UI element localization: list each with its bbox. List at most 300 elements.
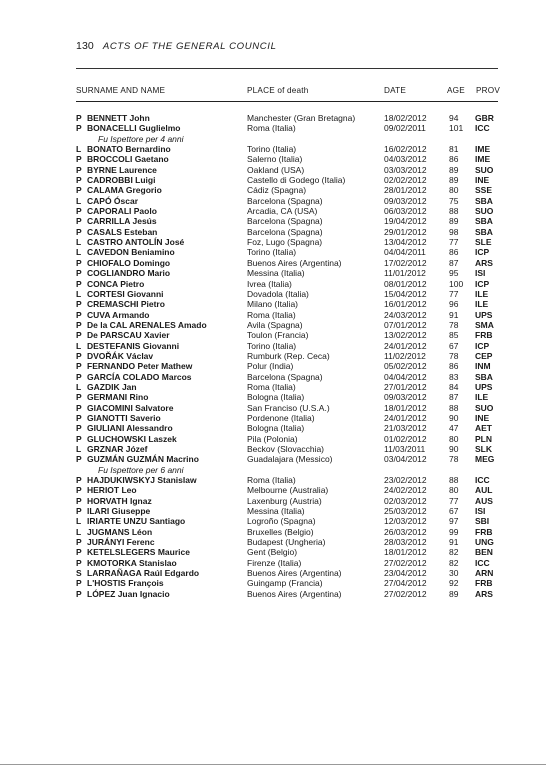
province-code: AET: [475, 423, 492, 434]
role-letter: P: [76, 495, 82, 506]
table-row: [0, 237, 546, 247]
table-row: [0, 361, 546, 371]
province-code: CEP: [475, 350, 493, 361]
role-letter: P: [76, 475, 82, 486]
place-of-death: Roma (Italia): [247, 123, 296, 134]
province-code: UPS: [475, 309, 493, 320]
date-of-death: 23/02/2012: [384, 475, 427, 486]
table-row: [0, 392, 546, 402]
date-of-death: 24/01/2012: [384, 340, 427, 351]
age: 89: [449, 175, 459, 186]
place-of-death: Torino (Italia): [247, 144, 297, 155]
date-of-death: 19/04/2012: [384, 216, 427, 227]
date-of-death: 27/02/2012: [384, 557, 427, 568]
role-letter: P: [76, 226, 82, 237]
province-code: SBA: [475, 371, 493, 382]
table-row: [0, 382, 546, 392]
age: 82: [449, 547, 459, 558]
date-of-death: 05/02/2012: [384, 361, 427, 372]
role-letter: P: [76, 154, 82, 165]
surname-and-name: JUGMANS Léon: [87, 526, 153, 537]
table-row: [0, 558, 546, 568]
date-of-death: 02/02/2012: [384, 175, 427, 186]
surname-and-name: LARRAÑAGA Raúl Edgardo: [87, 568, 200, 579]
role-letter: L: [76, 195, 82, 206]
surname-and-name: BONACELLI Guglielmo: [87, 123, 181, 134]
province-code: SMA: [475, 319, 494, 330]
surname-and-name: CHIOFALO Domingo: [87, 257, 171, 268]
place-of-death: Bologna (Italia): [247, 423, 305, 434]
age: 75: [449, 195, 459, 206]
surname-and-name: BYRNE Laurence: [87, 164, 157, 175]
date-of-death: 04/04/2012: [384, 371, 427, 382]
age: 88: [449, 475, 459, 486]
place-of-death: Roma (Italia): [247, 309, 296, 320]
province-code: SUO: [475, 206, 494, 217]
surname-and-name: GAZDIK Jan: [87, 381, 137, 392]
table-row: [0, 578, 546, 588]
role-letter: P: [76, 319, 82, 330]
role-letter: P: [76, 361, 82, 372]
age: 90: [449, 412, 459, 423]
table-row: [0, 454, 546, 464]
place-of-death: Barcelona (Spagna): [247, 226, 323, 237]
necrology-table: [0, 113, 546, 599]
surname-and-name: HERIOT Leo: [87, 485, 137, 496]
age: 96: [449, 299, 459, 310]
age: 94: [449, 113, 459, 123]
table-row: [0, 258, 546, 268]
role-letter: P: [76, 423, 82, 434]
role-letter: P: [76, 547, 82, 558]
age: 87: [449, 257, 459, 268]
place-of-death: Arcadia, CA (USA): [247, 206, 318, 217]
top-rule: [76, 68, 498, 69]
place-of-death: Castello di Godego (Italia): [247, 175, 346, 186]
province-code: SBA: [475, 226, 493, 237]
role-letter: P: [76, 392, 82, 403]
place-of-death: Dovadola (Italia): [247, 288, 309, 299]
age: 90: [449, 444, 459, 454]
column-header-date: DATE: [384, 86, 407, 95]
province-code: ICC: [475, 475, 490, 486]
province-code: ARS: [475, 588, 493, 599]
table-row: [0, 444, 546, 454]
date-of-death: 18/01/2012: [384, 402, 427, 413]
table-row: [0, 413, 546, 423]
page-number: 130: [76, 40, 94, 52]
surname-and-name: CORTESI Giovanni: [87, 288, 164, 299]
role-letter: L: [76, 444, 82, 454]
age: 80: [449, 485, 459, 496]
age: 88: [449, 206, 459, 217]
age: 89: [449, 164, 459, 175]
age: 30: [449, 568, 459, 579]
surname-and-name: GIULIANI Alessandro: [87, 423, 173, 434]
place-of-death: Ivrea (Italia): [247, 278, 292, 289]
surname-and-name: LÓPEZ Juan Ignacio: [87, 588, 170, 599]
table-row: [0, 165, 546, 175]
date-of-death: 11/01/2012: [384, 268, 426, 279]
surname-and-name: BENNETT John: [87, 113, 150, 123]
age: 91: [449, 309, 459, 320]
province-code: SLE: [475, 237, 492, 248]
table-row: [0, 475, 546, 485]
date-of-death: 16/01/2012: [384, 299, 427, 310]
age: 78: [449, 350, 459, 361]
province-code: INM: [475, 361, 491, 372]
date-of-death: 24/02/2012: [384, 485, 427, 496]
place-of-death: Buenos Aires (Argentina): [247, 257, 342, 268]
table-row: [0, 547, 546, 557]
surname-and-name: ILARI Giuseppe: [87, 506, 151, 517]
surname-and-name: GIANOTTI Saverio: [87, 412, 161, 423]
role-letter: P: [76, 216, 82, 227]
place-of-death: Bruxelles (Belgio): [247, 526, 314, 537]
role-letter: P: [76, 185, 82, 196]
role-letter: P: [76, 402, 82, 413]
place-of-death: Budapest (Ungheria): [247, 537, 326, 548]
column-header-place: PLACE of death: [247, 86, 309, 95]
role-letter: P: [76, 371, 82, 382]
place-of-death: Buenos Aires (Argentina): [247, 588, 342, 599]
place-of-death: Barcelona (Spagna): [247, 216, 323, 227]
province-code: MEG: [475, 454, 495, 465]
role-letter: P: [76, 485, 82, 496]
date-of-death: 28/01/2012: [384, 185, 427, 196]
age: 98: [449, 226, 459, 237]
province-code: SBA: [475, 195, 493, 206]
role-letter: L: [76, 340, 82, 351]
province-code: SSE: [475, 185, 493, 196]
age: 89: [449, 588, 459, 599]
table-row: [0, 589, 546, 599]
age: 47: [449, 423, 459, 434]
surname-and-name: IRIARTE UNZU Santiago: [87, 516, 186, 527]
province-code: ICP: [475, 340, 490, 351]
role-letter: L: [76, 526, 82, 537]
date-of-death: 09/02/2011: [384, 123, 426, 134]
column-header-prov: PROV: [476, 86, 501, 95]
date-of-death: 23/04/2012: [384, 568, 427, 579]
surname-and-name: CASTRO ANTOLÍN José: [87, 237, 185, 248]
role-letter: P: [76, 113, 82, 123]
place-of-death: Gent (Belgio): [247, 547, 298, 558]
role-letter: P: [76, 537, 82, 548]
age: 101: [449, 123, 464, 134]
table-row: [0, 516, 546, 526]
place-of-death: Logroño (Spagna): [247, 516, 316, 527]
note-row: [0, 465, 546, 475]
table-row: [0, 144, 546, 154]
date-of-death: 17/02/2012: [384, 257, 427, 268]
surname-and-name: CAPORALI Paolo: [87, 206, 157, 217]
age: 77: [449, 237, 459, 248]
date-of-death: 24/01/2012: [384, 412, 427, 423]
place-of-death: Melbourne (Australia): [247, 485, 329, 496]
table-row: [0, 320, 546, 330]
province-code: ILE: [475, 299, 489, 310]
place-of-death: Pordenone (Italia): [247, 412, 315, 423]
role-letter: L: [76, 237, 82, 248]
table-row: [0, 289, 546, 299]
province-code: ICC: [475, 557, 490, 568]
surname-and-name: CREMASCHI Pietro: [87, 299, 165, 310]
province-code: INE: [475, 412, 490, 423]
place-of-death: Torino (Italia): [247, 340, 297, 351]
role-letter: L: [76, 144, 82, 155]
age: 78: [449, 454, 459, 465]
place-of-death: Laxenburg (Austria): [247, 495, 322, 506]
page-header: [76, 40, 277, 52]
place-of-death: Oakland (USA): [247, 164, 305, 175]
place-of-death: Firenze (Italia): [247, 557, 302, 568]
date-of-death: 15/04/2012: [384, 288, 427, 299]
province-code: SBA: [475, 216, 493, 227]
place-of-death: Buenos Aires (Argentina): [247, 568, 342, 579]
table-row: [0, 185, 546, 195]
place-of-death: Foz, Lugo (Spagna): [247, 237, 323, 248]
age: 100: [449, 278, 464, 289]
age: 88: [449, 402, 459, 413]
surname-and-name: CARRILLA Jesús: [87, 216, 157, 227]
place-of-death: Cádiz (Spagna): [247, 185, 307, 196]
place-of-death: San Franciso (U.S.A.): [247, 402, 330, 413]
role-letter: P: [76, 350, 82, 361]
table-row: [0, 351, 546, 361]
surname-and-name: CALAMA Gregorio: [87, 185, 162, 196]
date-of-death: 09/03/2012: [384, 392, 427, 403]
age: 86: [449, 154, 459, 165]
date-of-death: 24/03/2012: [384, 309, 427, 320]
surname-and-name: CAVEDON Beniamino: [87, 247, 175, 258]
age: 80: [449, 433, 459, 444]
province-code: SLK: [475, 444, 492, 454]
date-of-death: 27/01/2012: [384, 381, 427, 392]
role-letter: S: [76, 568, 82, 579]
place-of-death: Pila (Polonia): [247, 433, 298, 444]
place-of-death: Milano (Italia): [247, 299, 299, 310]
age: 83: [449, 371, 459, 382]
surname-and-name: COGLIANDRO Mario: [87, 268, 171, 279]
table-row: [0, 247, 546, 257]
role-letter: P: [76, 454, 82, 465]
date-of-death: 01/02/2012: [384, 433, 427, 444]
table-row: [0, 423, 546, 433]
surname-and-name: CAPÓ Óscar: [87, 195, 139, 206]
date-of-death: 07/01/2012: [384, 319, 427, 330]
place-of-death: Messina (Italia): [247, 268, 305, 279]
role-letter: P: [76, 433, 82, 444]
age: 80: [449, 185, 459, 196]
surname-and-name: De la CAL ARENALES Amado: [87, 319, 207, 330]
province-code: FRB: [475, 578, 493, 589]
column-header-surname: SURNAME AND NAME: [76, 86, 166, 95]
table-row: [0, 310, 546, 320]
age: 77: [449, 288, 459, 299]
table-row: [0, 372, 546, 382]
role-letter: L: [76, 381, 82, 392]
surname-and-name: GERMANI Rino: [87, 392, 149, 403]
date-of-death: 29/01/2012: [384, 226, 427, 237]
table-row: [0, 506, 546, 516]
place-of-death: Guingamp (Francia): [247, 578, 323, 589]
age: 95: [449, 268, 459, 279]
note-row: [0, 134, 546, 144]
surname-and-name: BROCCOLI Gaetano: [87, 154, 169, 165]
age: 81: [449, 144, 459, 155]
role-letter: P: [76, 309, 82, 320]
province-code: SUO: [475, 402, 494, 413]
place-of-death: Toulon (Francia): [247, 330, 309, 341]
province-code: ILE: [475, 392, 489, 403]
date-of-death: 03/04/2012: [384, 454, 427, 465]
place-of-death: Roma (Italia): [247, 381, 296, 392]
province-code: ISI: [475, 506, 486, 517]
province-code: ICP: [475, 247, 490, 258]
date-of-death: 21/03/2012: [384, 423, 427, 434]
age: 92: [449, 578, 459, 589]
table-row: [0, 496, 546, 506]
role-letter: P: [76, 175, 82, 186]
note-text: Fu Ispettore per 4 anni: [98, 133, 184, 144]
date-of-death: 26/03/2012: [384, 526, 427, 537]
province-code: PLN: [475, 433, 492, 444]
age: 91: [449, 537, 459, 548]
province-code: IME: [475, 144, 491, 155]
province-code: ILE: [475, 288, 489, 299]
role-letter: P: [76, 557, 82, 568]
province-code: SBI: [475, 516, 490, 527]
province-code: ISI: [475, 268, 486, 279]
surname-and-name: L'HOSTIS François: [87, 578, 164, 589]
surname-and-name: HAJDUKIWSKYJ Stanislaw: [87, 475, 197, 486]
surname-and-name: FERNANDO Peter Mathew: [87, 361, 193, 372]
surname-and-name: GUZMÁN GUZMÁN Macrino: [87, 454, 199, 465]
surname-and-name: KETELSLEGERS Maurice: [87, 547, 190, 558]
age: 85: [449, 330, 459, 341]
date-of-death: 09/03/2012: [384, 195, 427, 206]
table-row: [0, 227, 546, 237]
surname-and-name: De PARSCAU Xavier: [87, 330, 170, 341]
table-row: [0, 330, 546, 340]
age: 82: [449, 557, 459, 568]
province-code: BEN: [475, 547, 493, 558]
place-of-death: Salerno (Italia): [247, 154, 303, 165]
surname-and-name: CONCA Pietro: [87, 278, 145, 289]
role-letter: P: [76, 412, 82, 423]
column-header-age: AGE: [447, 86, 465, 95]
surname-and-name: HORVATH Ignaz: [87, 495, 152, 506]
table-row: [0, 279, 546, 289]
surname-and-name: GARCÍA COLADO Marcos: [87, 371, 192, 382]
age: 84: [449, 381, 459, 392]
table-row: [0, 206, 546, 216]
table-row: [0, 113, 546, 123]
surname-and-name: CUVA Armando: [87, 309, 150, 320]
table-row: [0, 537, 546, 547]
place-of-death: Messina (Italia): [247, 506, 305, 517]
surname-and-name: KMOTORKA Stanislao: [87, 557, 177, 568]
header-rule: [76, 101, 498, 102]
date-of-death: 11/03/2011: [384, 444, 426, 454]
surname-and-name: JURÁNYI Ferenc: [87, 537, 155, 548]
role-letter: P: [76, 299, 82, 310]
role-letter: L: [76, 288, 82, 299]
date-of-death: 06/03/2012: [384, 206, 427, 217]
table-row: [0, 123, 546, 133]
date-of-death: 04/04/2011: [384, 247, 426, 258]
role-letter: P: [76, 588, 82, 599]
province-code: FRB: [475, 526, 493, 537]
province-code: UNG: [475, 537, 494, 548]
date-of-death: 11/02/2012: [384, 350, 426, 361]
province-code: AUS: [475, 495, 493, 506]
table-row: [0, 403, 546, 413]
table-row: [0, 485, 546, 495]
table-row: [0, 216, 546, 226]
role-letter: P: [76, 578, 82, 589]
date-of-death: 13/02/2012: [384, 330, 427, 341]
table-row: [0, 299, 546, 309]
role-letter: P: [76, 506, 82, 517]
place-of-death: Avila (Spagna): [247, 319, 303, 330]
surname-and-name: DVOŘÁK Václav: [87, 350, 154, 361]
table-row: [0, 175, 546, 185]
place-of-death: Guadalajara (Messico): [247, 454, 333, 465]
province-code: AUL: [475, 485, 493, 496]
date-of-death: 18/01/2012: [384, 547, 427, 558]
date-of-death: 03/03/2012: [384, 164, 427, 175]
role-letter: L: [76, 247, 82, 258]
age: 86: [449, 361, 459, 372]
age: 99: [449, 526, 459, 537]
age: 97: [449, 516, 459, 527]
province-code: ICC: [475, 123, 490, 134]
date-of-death: 28/03/2012: [384, 537, 427, 548]
age: 67: [449, 340, 459, 351]
place-of-death: Rumburk (Rep. Ceca): [247, 350, 330, 361]
province-code: FRB: [475, 330, 493, 341]
province-code: GBR: [475, 113, 494, 123]
date-of-death: 18/02/2012: [384, 113, 427, 123]
running-title: ACTS OF THE GENERAL COUNCIL: [102, 41, 277, 52]
place-of-death: Bologna (Italia): [247, 392, 305, 403]
surname-and-name: GRZNAR Józef: [87, 444, 148, 454]
age: 77: [449, 495, 459, 506]
table-row: [0, 341, 546, 351]
surname-and-name: GIACOMINI Salvatore: [87, 402, 174, 413]
date-of-death: 25/03/2012: [384, 506, 427, 517]
role-letter: P: [76, 330, 82, 341]
table-row: [0, 527, 546, 537]
role-letter: P: [76, 206, 82, 217]
age: 89: [449, 216, 459, 227]
age: 87: [449, 392, 459, 403]
place-of-death: Barcelona (Spagna): [247, 371, 323, 382]
date-of-death: 12/03/2012: [384, 516, 427, 527]
age: 67: [449, 506, 459, 517]
surname-and-name: GLUCHOWSKI Laszek: [87, 433, 177, 444]
date-of-death: 13/04/2012: [384, 237, 427, 248]
role-letter: P: [76, 268, 82, 279]
age: 86: [449, 247, 459, 258]
role-letter: P: [76, 123, 82, 134]
surname-and-name: BONATO Bernardino: [87, 144, 171, 155]
role-letter: P: [76, 278, 82, 289]
role-letter: L: [76, 516, 82, 527]
role-letter: P: [76, 164, 82, 175]
